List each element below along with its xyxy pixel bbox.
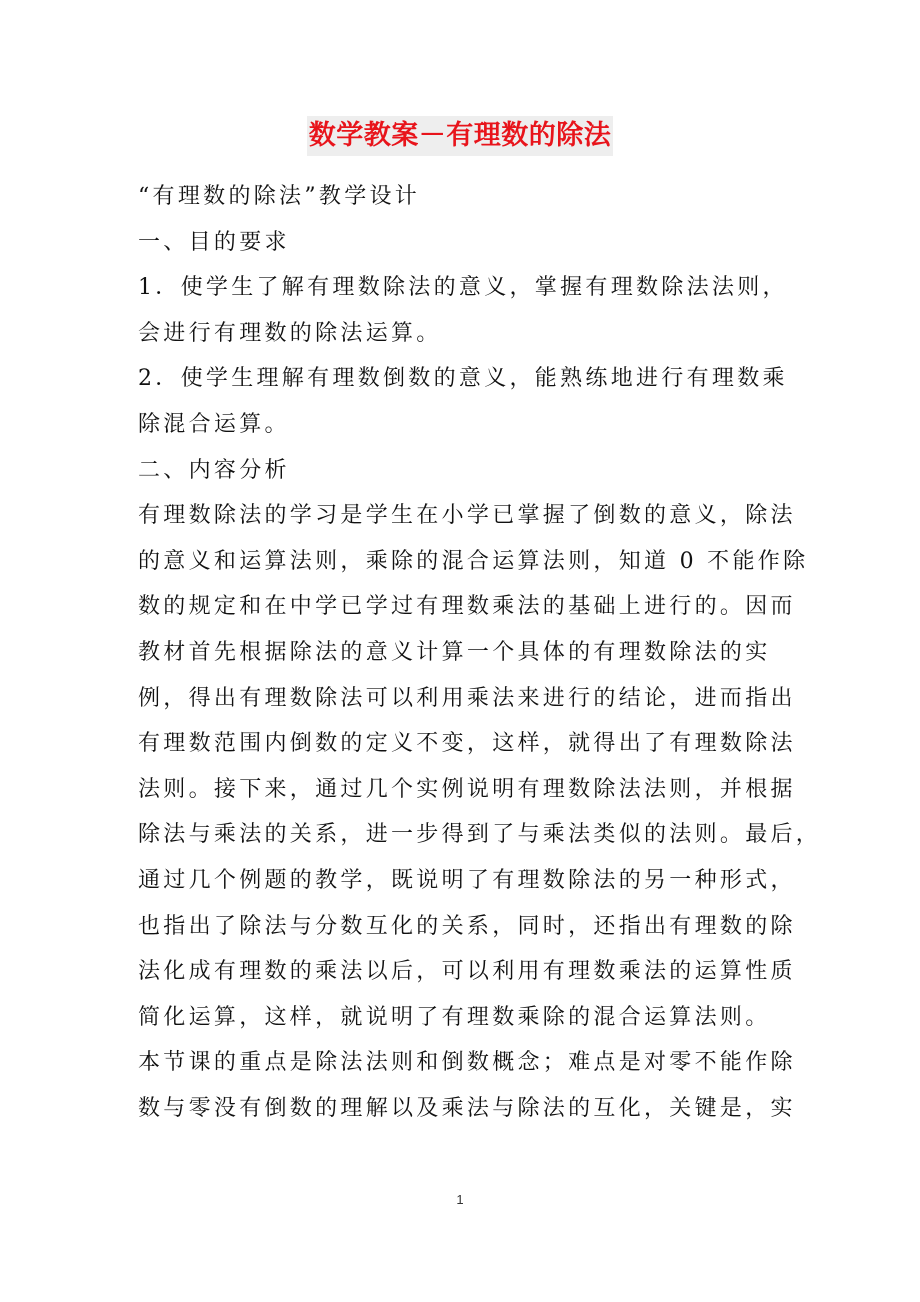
text-line: 教材首先根据除法的意义计算一个具体的有理数除法的实 — [138, 639, 771, 665]
text-line: 的意义和运算法则，乘除的混合运算法则，知道 0 不能作除 — [138, 548, 809, 574]
text-line: 2．使学生理解有理数倒数的意义，能熟练地进行有理数乘 — [138, 366, 788, 392]
text-line: 法化成有理数的乘法以后，可以利用有理数乘法的运算性质 — [138, 959, 796, 985]
document-body — [138, 174, 822, 1131]
text-line: 1．使学生了解有理数除法的意义，掌握有理数除法法则， — [138, 275, 788, 301]
page-number: 1 — [456, 1192, 464, 1207]
text-line: 数与零没有倒数的理解以及乘法与除法的互化，关键是，实 — [138, 1095, 796, 1121]
text-line: 简化运算，这样，就说明了有理数乘除的混合运算法则。 — [138, 1004, 771, 1030]
text-line: 也指出了除法与分数互化的关系，同时，还指出有理数的除 — [138, 913, 796, 939]
text-line: 除混合运算。 — [138, 411, 290, 437]
text-line: 数的规定和在中学已学过有理数乘法的基础上进行的。因而 — [138, 594, 796, 620]
text-line: 有理数除法的学习是学生在小学已掌握了倒数的意义，除法 — [138, 503, 796, 529]
section-heading-goals: 一、目的要求 — [138, 229, 290, 255]
design-heading: “有理数的除法”教学设计 — [138, 184, 421, 209]
text-line: 例，得出有理数除法可以利用乘法来进行的结论，进而指出 — [138, 685, 796, 711]
text-line: 法则。接下来，通过几个实例说明有理数除法法则，并根据 — [138, 776, 796, 802]
text-line: 有理数范围内倒数的定义不变，这样，就得出了有理数除法 — [138, 731, 796, 757]
document-title: 数学教案－有理数的除法 — [307, 116, 614, 156]
text-line: 本节课的重点是除法法则和倒数概念；难点是对零不能作除 — [138, 1050, 796, 1076]
section-heading-analysis: 二、内容分析 — [138, 457, 290, 483]
text-line: 通过几个例题的教学，既说明了有理数除法的另一种形式， — [138, 867, 796, 893]
text-line: 会进行有理数的除法运算。 — [138, 320, 442, 346]
text-line: 除法与乘法的关系，进一步得到了与乘法类似的法则。最后， — [138, 822, 822, 848]
title-container — [0, 116, 920, 156]
